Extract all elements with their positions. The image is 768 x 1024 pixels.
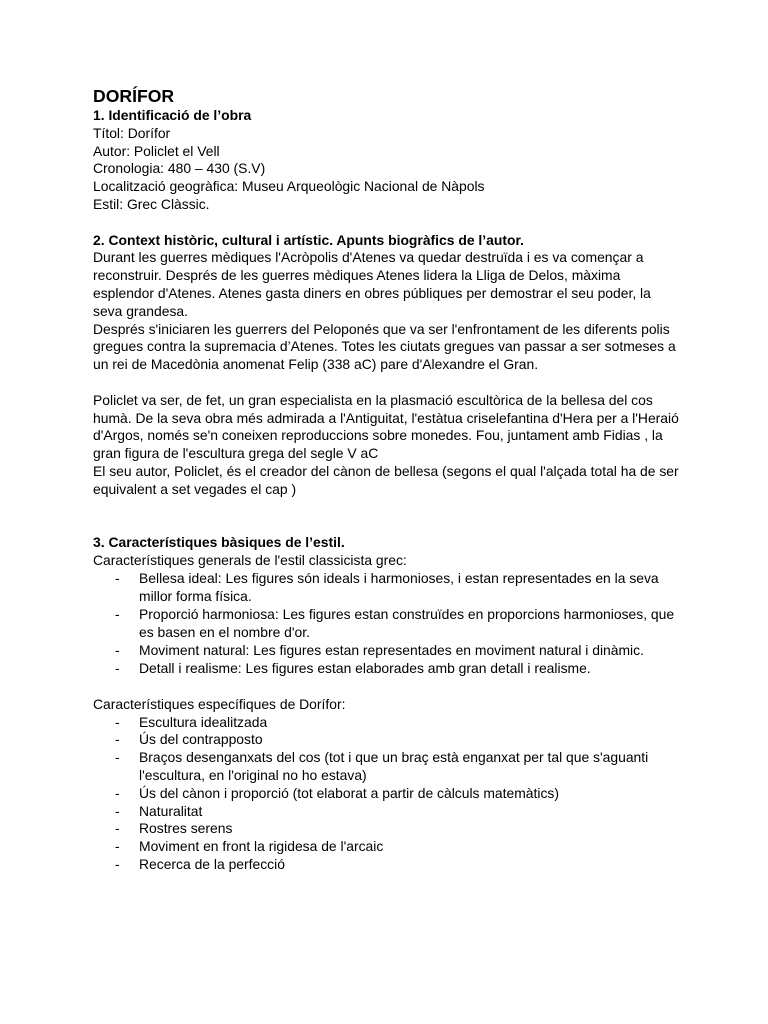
list-item-text: Proporció harmoniosa: Les figures estan construïdes en proporcions harmonioses, que es basen en el nombre d'or. xyxy=(139,605,675,640)
list-item-text: Braços desenganxats del cos (tot i que un braç està enganxat per tal que s'aguanti l'escultura, en l'original no ho estava) xyxy=(139,749,649,784)
spacer xyxy=(93,214,683,232)
section-1-line-author: Autor: Policlet el Vell xyxy=(93,142,220,159)
list-item xyxy=(93,606,683,642)
list-item xyxy=(93,749,683,785)
spacer xyxy=(93,678,683,696)
dash-bullet: - xyxy=(115,569,120,586)
section-1-line-style: Estil: Grec Clàssic. xyxy=(93,195,210,212)
list-item xyxy=(93,570,683,606)
list-item-text: Ús del cànon i proporció (tot elaborat a partir de càlculs matemàtics) xyxy=(139,784,559,801)
list-item-text: Rostres serens xyxy=(139,820,233,837)
dash-bullet: - xyxy=(115,641,120,658)
spacer xyxy=(93,499,683,517)
dash-bullet: - xyxy=(115,605,120,622)
dash-bullet: - xyxy=(115,659,120,676)
section-2-paragraph-3: Policlet va ser, de fet, un gran especialista en la plasmació escultòrica de la bellesa del cos humà. De la seva obra més admirada a l'Antiguitat, l'estàtua criselefantina d'Hera per a l'Heraió d'Argos, només se'n coneixen reproduccions sobre monedes. Fou, juntament amb Fidias , la gran figura de l'escultura grega del segle V aC xyxy=(93,391,679,462)
document-page xyxy=(93,85,683,874)
section-2-paragraph-4: El seu autor, Policlet, és el creador del cànon de bellesa (segons el qual l'alçada total ha de ser equivalent a set vegades el cap ) xyxy=(93,462,679,497)
dash-bullet: - xyxy=(115,856,120,873)
dash-bullet: - xyxy=(115,802,120,819)
specific-characteristics-intro: Característiques específiques de Dorífor: xyxy=(93,695,346,712)
list-item xyxy=(93,714,683,732)
spacer xyxy=(93,516,683,534)
list-item-text: Escultura idealitzada xyxy=(139,713,268,730)
document-title: DORÍFOR xyxy=(93,86,175,106)
specific-characteristics-list xyxy=(93,714,683,874)
section-1-heading: 1. Identificació de l’obra xyxy=(93,107,252,123)
list-item-text: Bellesa ideal: Les figures són ideals i harmonioses, i estan representades en la seva millor forma física. xyxy=(139,569,659,604)
spacer xyxy=(93,374,683,392)
list-item-text: Ús del contrapposto xyxy=(139,731,263,748)
section-1-line-location: Localització geogràfica: Museu Arqueològic Nacional de Nàpols xyxy=(93,178,485,195)
general-characteristics-list xyxy=(93,570,683,678)
list-item xyxy=(93,731,683,749)
list-item-text: Moviment natural: Les figures estan representades en moviment natural i dinàmic. xyxy=(139,641,644,658)
section-1-line-chronology: Cronologia: 480 – 430 (S.V) xyxy=(93,160,266,177)
list-item xyxy=(93,856,683,874)
section-3-heading: 3. Característiques bàsiques de l’estil. xyxy=(93,534,345,551)
section-2-paragraph-1: Durant les guerres mèdiques l'Acròpolis d'Atenes va quedar destruïda i es va començar a reconstruir. Després de les guerres mèdiques Atenes lidera la Lliga de Delos, màxima esplendor d'Atenes. Atenes gasta diners en obres públiques per demostrar el seu poder, la seva grandesa. xyxy=(93,249,651,319)
list-item xyxy=(93,785,683,803)
list-item xyxy=(93,642,683,660)
list-item-text: Moviment en front la rigidesa de l'arcaic xyxy=(139,838,384,855)
list-item-text: Recerca de la perfecció xyxy=(139,856,285,873)
section-2-heading: 2. Context històric, cultural i artístic. Apunts biogràfics de l’autor. xyxy=(93,231,524,248)
dash-bullet: - xyxy=(115,784,120,801)
list-item xyxy=(93,838,683,856)
section-2-paragraph-2: Després s'iniciaren les guerrers del Peloponés que va ser l'enfrontament de les diferents polis gregues contra la supremacia d’Atenes. Totes les ciutats gregues van passar a ser sotmeses a un rei de Macedònia anomenat Felip (338 aC) pare d'Alexandre el Gran. xyxy=(93,320,676,373)
list-item xyxy=(93,660,683,678)
dash-bullet: - xyxy=(115,713,120,730)
dash-bullet: - xyxy=(115,820,120,837)
dash-bullet: - xyxy=(115,838,120,855)
list-item-text: Naturalitat xyxy=(139,802,203,819)
list-item-text: Detall i realisme: Les figures estan elaborades amb gran detall i realisme. xyxy=(139,659,591,676)
general-characteristics-intro: Característiques generals de l'estil classicista grec: xyxy=(93,551,407,568)
dash-bullet: - xyxy=(115,731,120,748)
list-item xyxy=(93,803,683,821)
dash-bullet: - xyxy=(115,749,120,766)
list-item xyxy=(93,820,683,838)
section-1-line-title: Títol: Dorífor xyxy=(93,124,171,141)
